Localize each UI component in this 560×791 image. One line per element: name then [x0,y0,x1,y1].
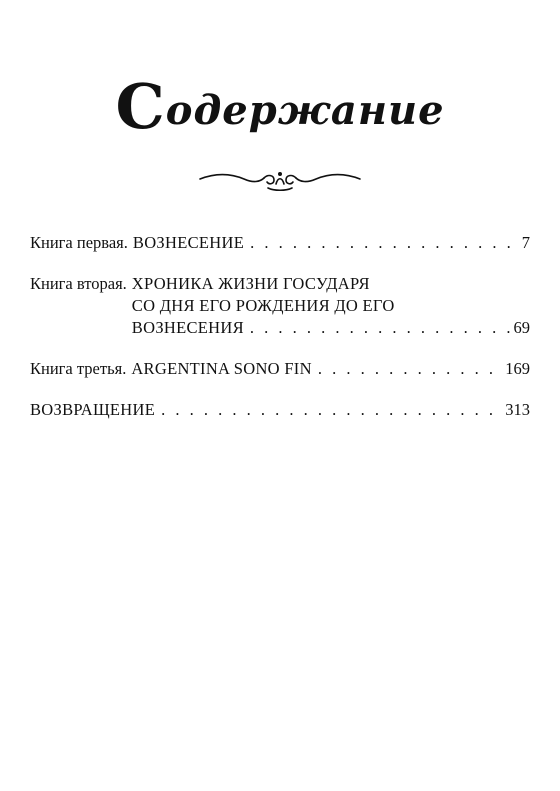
page-number: 7 [521,233,530,252]
entry-title-line-1: ХРОНИКА ЖИЗНИ ГОСУДАРЯ [131,274,370,293]
toc-entry-return[interactable] [30,399,530,421]
entry-title-line-3: ВОЗНЕСЕНИЯ [131,318,244,337]
toc-entry-book3[interactable] [30,358,530,380]
toc-entry-book2[interactable] [30,273,530,339]
page-number: 69 [513,318,530,337]
dot-leader [318,358,503,380]
page-number: 313 [505,400,530,419]
entry-title: ВОЗНЕСЕНИЕ [132,233,245,252]
dot-leader [161,399,503,421]
table-of-contents [30,232,530,440]
entry-title-line-2: СО ДНЯ ЕГО РОЖДЕНИЯ ДО ЕГО [131,296,395,315]
page-number: 169 [505,359,530,378]
title-initial: С [115,70,166,143]
entry-title: ВОЗВРАЩЕНИЕ [30,400,156,419]
title-rest: одержание [165,87,445,134]
flourish-ornament-icon [198,164,362,194]
book-label: Книга первая. [30,233,128,252]
book-label: Книга вторая. [30,274,127,293]
toc-entry-book1[interactable] [30,232,530,254]
page-title [0,70,560,143]
dot-leader [250,317,512,339]
dot-leader [250,232,520,254]
entry-title: ARGENTINA SONO FIN [131,359,312,378]
book-label: Книга третья. [30,359,127,378]
